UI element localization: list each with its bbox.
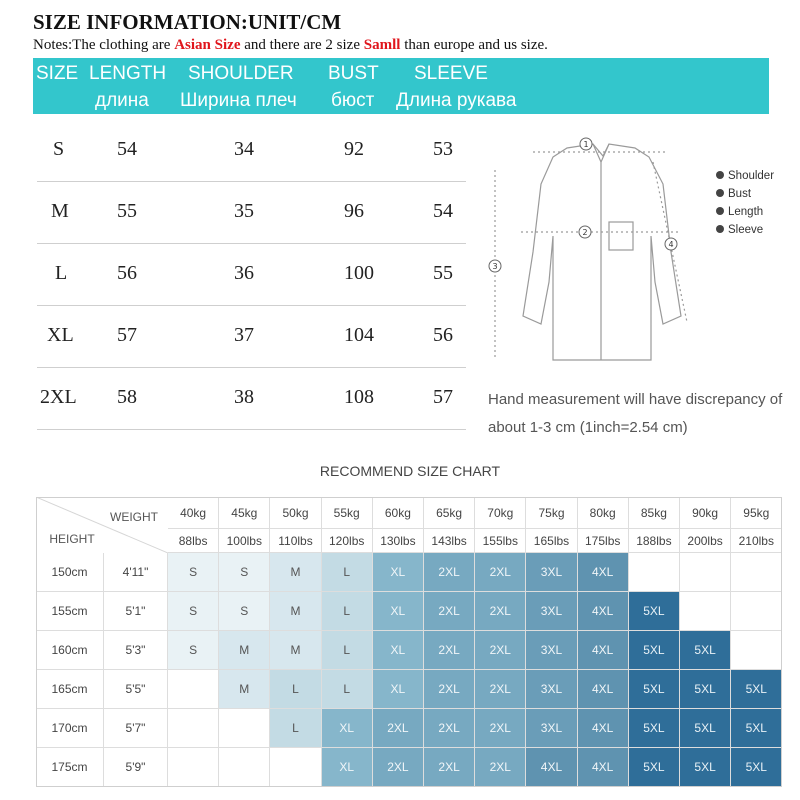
size-row — [37, 120, 466, 182]
size-cell: L — [322, 592, 373, 631]
recommend-size-table — [36, 497, 782, 787]
size-cell — [731, 553, 782, 592]
size-cell: 5XL — [731, 748, 782, 787]
weight-header: WEIGHT — [110, 510, 158, 524]
size-cell: 2XL — [424, 670, 475, 709]
size-cell: 2XL — [475, 592, 526, 631]
header-sleeve: SLEEVE — [414, 63, 488, 84]
sleeve-cell: 54 — [433, 200, 453, 222]
size-cell: M — [270, 631, 321, 670]
size-cell: 5XL — [629, 631, 680, 670]
weight-lbs-cell: 155lbs — [475, 529, 526, 553]
size-row — [37, 306, 466, 368]
height-ft-cell: 5'3" — [104, 631, 168, 670]
size-cell: M — [219, 670, 270, 709]
size-cell: M — [219, 631, 270, 670]
length-cell: 58 — [117, 386, 137, 408]
size-row — [37, 182, 466, 244]
notes-prefix: Notes:The clothing are — [33, 37, 175, 53]
weight-kg-cell: 50kg — [270, 497, 321, 529]
size-cell: L — [270, 709, 321, 748]
legend-sleeve: Sleeve — [728, 224, 764, 236]
height-ft-cell: 5'1" — [104, 592, 168, 631]
size-cell: L — [322, 670, 373, 709]
size-cell: 5XL — [731, 709, 782, 748]
weight-kg-cell: 95kg — [731, 497, 782, 529]
weight-kg-cell: 45kg — [219, 497, 270, 529]
sleeve-cell: 56 — [433, 324, 453, 346]
header-size: SIZE — [36, 63, 79, 84]
marker-4-label: 4 — [668, 240, 674, 249]
size-cell: 5XL — [629, 709, 680, 748]
header-length-ru: длина — [95, 90, 149, 111]
legend-shoulder: Shoulder — [728, 170, 775, 182]
header-shoulder-ru: Ширина плеч — [180, 90, 297, 111]
measurement-disclaimer — [488, 386, 793, 442]
weight-lbs-cell: 88lbs — [168, 529, 219, 553]
shirt-outline — [523, 144, 681, 360]
size-cell: 2XL — [475, 748, 526, 787]
size-cell: XL — [373, 553, 424, 592]
shirt-measurement-diagram — [485, 132, 795, 372]
size-cell: 5XL — [629, 592, 680, 631]
weight-kg-cell: 90kg — [680, 497, 731, 529]
weight-kg-cell: 80kg — [578, 497, 629, 529]
size-cell: XL — [373, 592, 424, 631]
size-cell — [168, 670, 219, 709]
size-cell: M — [270, 592, 321, 631]
notes-middle: and there are 2 size — [240, 37, 364, 53]
sleeve-cell: 53 — [433, 138, 453, 160]
size-cell: S — [168, 553, 219, 592]
legend-bust: Bust — [728, 188, 752, 200]
weight-kg-cell: 75kg — [526, 497, 577, 529]
height-cm-cell: 170cm — [36, 709, 104, 748]
sleeve-cell: 57 — [433, 386, 453, 408]
size-cell: 4XL — [578, 631, 629, 670]
size-cell — [629, 553, 680, 592]
sleeve-cell: 55 — [433, 262, 453, 284]
size-cell: 2XL — [40, 386, 77, 408]
shoulder-cell: 34 — [234, 138, 254, 160]
size-cell — [270, 748, 321, 787]
shoulder-cell: 38 — [234, 386, 254, 408]
weight-lbs-cell: 165lbs — [526, 529, 577, 553]
size-cell: 3XL — [526, 553, 577, 592]
header-shoulder: SHOULDER — [188, 63, 294, 84]
header-bust: BUST — [328, 63, 379, 84]
size-table — [37, 120, 466, 430]
size-cell: 5XL — [680, 631, 731, 670]
size-info-title: SIZE INFORMATION:UNIT/CM — [33, 10, 342, 34]
size-cell: XL — [373, 631, 424, 670]
size-cell: 5XL — [680, 670, 731, 709]
length-cell: 55 — [117, 200, 137, 222]
weight-lbs-cell: 188lbs — [629, 529, 680, 553]
weight-lbs-cell: 210lbs — [731, 529, 782, 553]
marker-2-label: 2 — [582, 228, 588, 237]
size-cell: L — [322, 553, 373, 592]
size-cell: S — [53, 138, 65, 160]
size-cell: 3XL — [526, 631, 577, 670]
size-cell: 2XL — [475, 670, 526, 709]
recommend-chart-title: RECOMMEND SIZE CHART — [319, 463, 501, 479]
size-cell: 4XL — [578, 709, 629, 748]
height-cm-cell: 155cm — [36, 592, 104, 631]
notes-line — [33, 37, 548, 54]
length-cell: 54 — [117, 138, 137, 160]
size-cell: 2XL — [475, 553, 526, 592]
size-table-header-band — [33, 58, 769, 114]
weight-lbs-cell: 200lbs — [680, 529, 731, 553]
size-cell: 2XL — [424, 592, 475, 631]
size-cell — [731, 592, 782, 631]
size-cell: 2XL — [424, 631, 475, 670]
weight-kg-cell: 40kg — [168, 497, 219, 529]
size-cell: 2XL — [373, 748, 424, 787]
size-cell: 4XL — [578, 670, 629, 709]
size-cell: S — [219, 553, 270, 592]
size-cell — [219, 709, 270, 748]
weight-kg-cell: 70kg — [475, 497, 526, 529]
length-cell: 57 — [117, 324, 137, 346]
size-cell: 2XL — [475, 631, 526, 670]
height-ft-cell: 5'9" — [104, 748, 168, 787]
marker-1-label: 1 — [583, 140, 589, 149]
weight-lbs-cell: 120lbs — [322, 529, 373, 553]
header-bust-ru: бюст — [331, 90, 375, 111]
height-ft-cell: 5'7" — [104, 709, 168, 748]
weight-kg-cell: 55kg — [322, 497, 373, 529]
size-cell: 3XL — [526, 592, 577, 631]
size-cell: 5XL — [629, 748, 680, 787]
size-cell — [680, 553, 731, 592]
height-ft-cell: 5'5" — [104, 670, 168, 709]
size-cell — [731, 631, 782, 670]
weight-lbs-cell: 100lbs — [219, 529, 270, 553]
size-cell: 2XL — [424, 748, 475, 787]
header-sleeve-ru: Длина рукава — [396, 90, 517, 111]
size-cell: 2XL — [424, 709, 475, 748]
size-cell: S — [168, 592, 219, 631]
weight-lbs-cell: 143lbs — [424, 529, 475, 553]
size-cell: 4XL — [526, 748, 577, 787]
notes-suffix: than europe and us size. — [400, 37, 548, 53]
size-cell: XL — [373, 670, 424, 709]
size-cell: 5XL — [680, 709, 731, 748]
bust-cell: 108 — [344, 386, 374, 408]
height-ft-cell: 4'11" — [104, 553, 168, 592]
bust-cell: 104 — [344, 324, 374, 346]
size-cell: 5XL — [680, 748, 731, 787]
weight-lbs-cell: 110lbs — [270, 529, 321, 553]
size-cell: 3XL — [526, 670, 577, 709]
size-cell: M — [51, 200, 69, 222]
height-header: HEIGHT — [49, 532, 95, 546]
height-cm-cell: 150cm — [36, 553, 104, 592]
size-cell: 3XL — [526, 709, 577, 748]
shoulder-cell: 37 — [234, 324, 254, 346]
disclaimer-line-1: Hand measurement will have discrepancy of — [488, 391, 783, 408]
size-cell: 4XL — [578, 553, 629, 592]
size-cell: L — [270, 670, 321, 709]
size-cell: 2XL — [475, 709, 526, 748]
length-cell: 56 — [117, 262, 137, 284]
size-cell: 2XL — [424, 553, 475, 592]
size-cell: S — [219, 592, 270, 631]
height-cm-cell: 175cm — [36, 748, 104, 787]
size-cell: L — [322, 631, 373, 670]
asian-size-text: Asian Size — [174, 37, 241, 53]
height-cm-cell: 160cm — [36, 631, 104, 670]
weight-kg-cell: 60kg — [373, 497, 424, 529]
header-length: LENGTH — [89, 63, 167, 84]
size-cell — [168, 709, 219, 748]
small-size-text: Samll — [363, 37, 401, 53]
weight-kg-cell: 85kg — [629, 497, 680, 529]
size-cell: S — [168, 631, 219, 670]
size-cell: XL — [322, 709, 373, 748]
bust-cell: 96 — [344, 200, 364, 222]
size-cell — [168, 748, 219, 787]
bust-cell: 100 — [344, 262, 374, 284]
size-row — [37, 244, 466, 306]
weight-kg-cell: 65kg — [424, 497, 475, 529]
size-cell — [219, 748, 270, 787]
marker-3-label: 3 — [492, 262, 498, 271]
shoulder-cell: 36 — [234, 262, 254, 284]
size-cell: 5XL — [629, 670, 680, 709]
size-cell: M — [270, 553, 321, 592]
bust-cell: 92 — [344, 138, 364, 160]
size-cell: 2XL — [373, 709, 424, 748]
weight-lbs-cell: 175lbs — [578, 529, 629, 553]
shoulder-cell: 35 — [234, 200, 254, 222]
disclaimer-line-2: about 1-3 cm (1inch=2.54 cm) — [488, 419, 688, 436]
size-row — [37, 368, 466, 430]
size-cell: L — [55, 262, 68, 284]
weight-lbs-cell: 130lbs — [373, 529, 424, 553]
size-cell: 4XL — [578, 748, 629, 787]
size-cell: 4XL — [578, 592, 629, 631]
size-cell: XL — [322, 748, 373, 787]
size-cell: 5XL — [731, 670, 782, 709]
height-cm-cell: 165cm — [36, 670, 104, 709]
size-cell: XL — [47, 324, 74, 346]
legend-length: Length — [728, 206, 764, 218]
size-cell — [680, 592, 731, 631]
